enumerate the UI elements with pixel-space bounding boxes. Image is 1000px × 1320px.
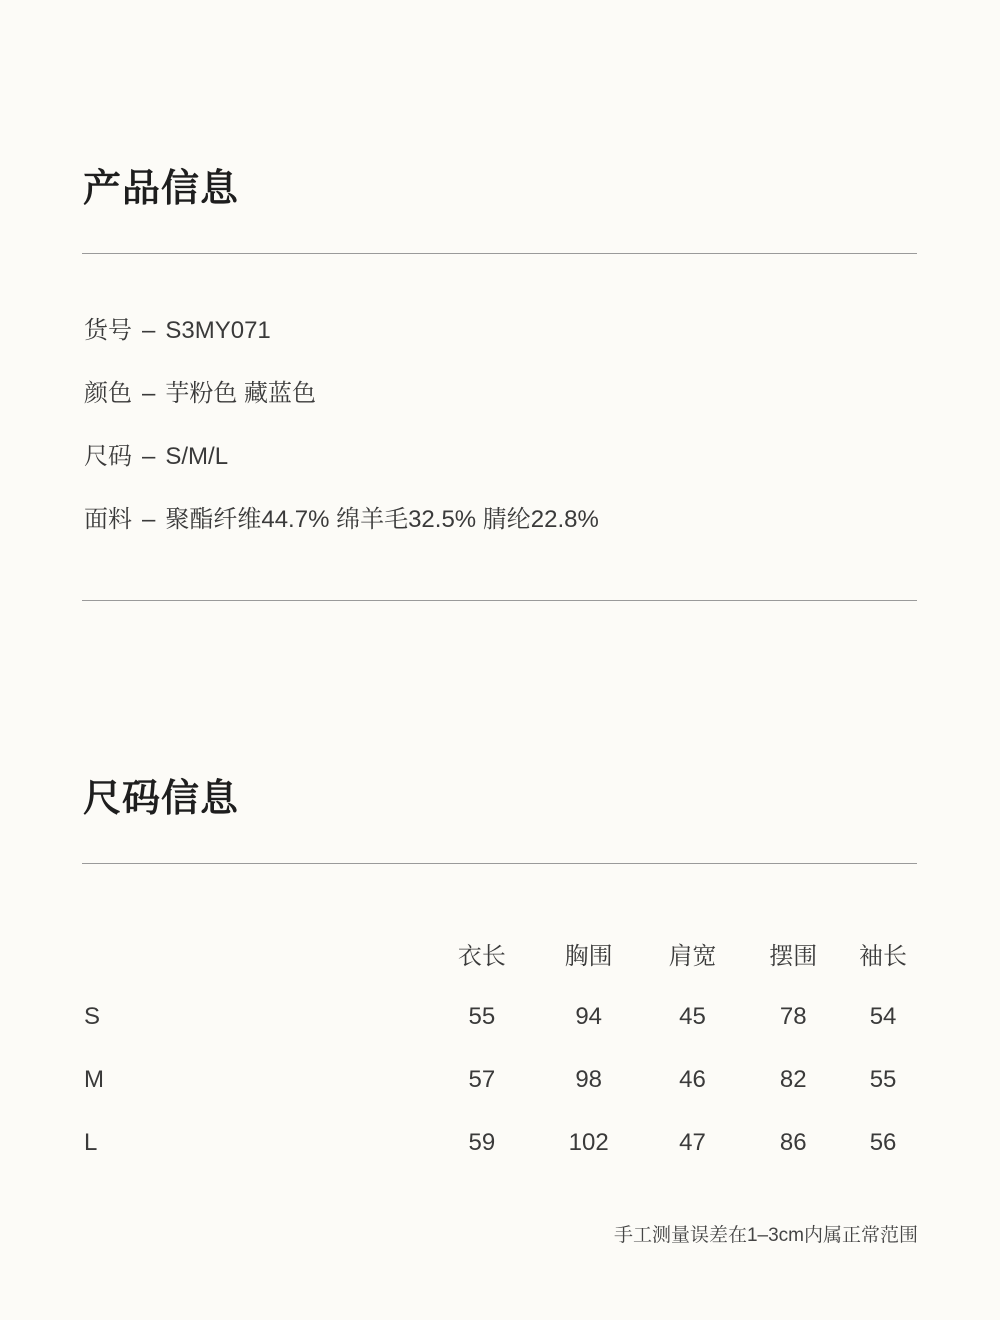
product-info-top-divider (82, 253, 917, 254)
row-size-label: M (84, 1065, 104, 1093)
table-row (82, 1111, 918, 1174)
fabric-label: 面料 (84, 506, 132, 533)
table-cell: 45 (679, 1002, 706, 1030)
table-cell: 94 (575, 1002, 603, 1030)
measurement-note: 手工测量误差在1–3cm内属正常范围 (613, 1225, 918, 1246)
row-size-label: L (84, 1128, 98, 1156)
size-table-header-row (82, 922, 918, 985)
fabric-value: 聚酯纤维44.7% 绵羊毛32.5% 腈纶22.8% (165, 506, 599, 533)
table-cell: 98 (575, 1065, 603, 1093)
table-cell: 55 (869, 1065, 897, 1093)
item-number-label: 货号 (84, 317, 132, 344)
item-number-line (84, 319, 271, 343)
table-row (82, 985, 918, 1048)
column-header-sleeve: 袖长 (859, 943, 908, 970)
table-cell: 82 (779, 1065, 807, 1093)
size-column-header (82, 922, 433, 985)
table-cell: 59 (468, 1128, 496, 1156)
separator: – (142, 317, 156, 344)
table-row (82, 1048, 918, 1111)
item-number-value: S3MY071 (165, 317, 271, 344)
table-cell: 47 (679, 1128, 706, 1156)
column-header-length: 衣长 (457, 943, 506, 970)
color-label: 颜色 (84, 380, 132, 407)
table-cell: 56 (869, 1128, 897, 1156)
size-value: S/M/L (165, 443, 229, 470)
column-header-shoulder: 肩宽 (668, 943, 717, 970)
table-cell: 78 (779, 1002, 807, 1030)
table-cell: 54 (869, 1002, 897, 1030)
product-info-title: 产品信息 (83, 168, 240, 210)
separator: – (142, 443, 156, 470)
size-info-title: 尺码信息 (83, 778, 240, 820)
column-header-hem: 摆围 (769, 943, 818, 970)
column-header-chest: 胸围 (564, 943, 613, 970)
product-info-bottom-divider (82, 600, 917, 601)
separator: – (142, 380, 156, 407)
table-cell: 57 (468, 1065, 496, 1093)
color-line (84, 382, 316, 406)
separator: – (142, 506, 156, 533)
size-label: 尺码 (84, 443, 132, 470)
size-info-divider (82, 863, 917, 864)
fabric-line (84, 508, 599, 532)
color-value: 芋粉色 藏蓝色 (165, 380, 317, 407)
table-cell: 55 (468, 1002, 496, 1030)
size-line (84, 445, 228, 469)
row-size-label: S (84, 1002, 101, 1030)
table-cell: 102 (568, 1128, 609, 1156)
table-cell: 86 (779, 1128, 807, 1156)
table-cell: 46 (679, 1065, 706, 1093)
size-table (82, 922, 918, 1174)
